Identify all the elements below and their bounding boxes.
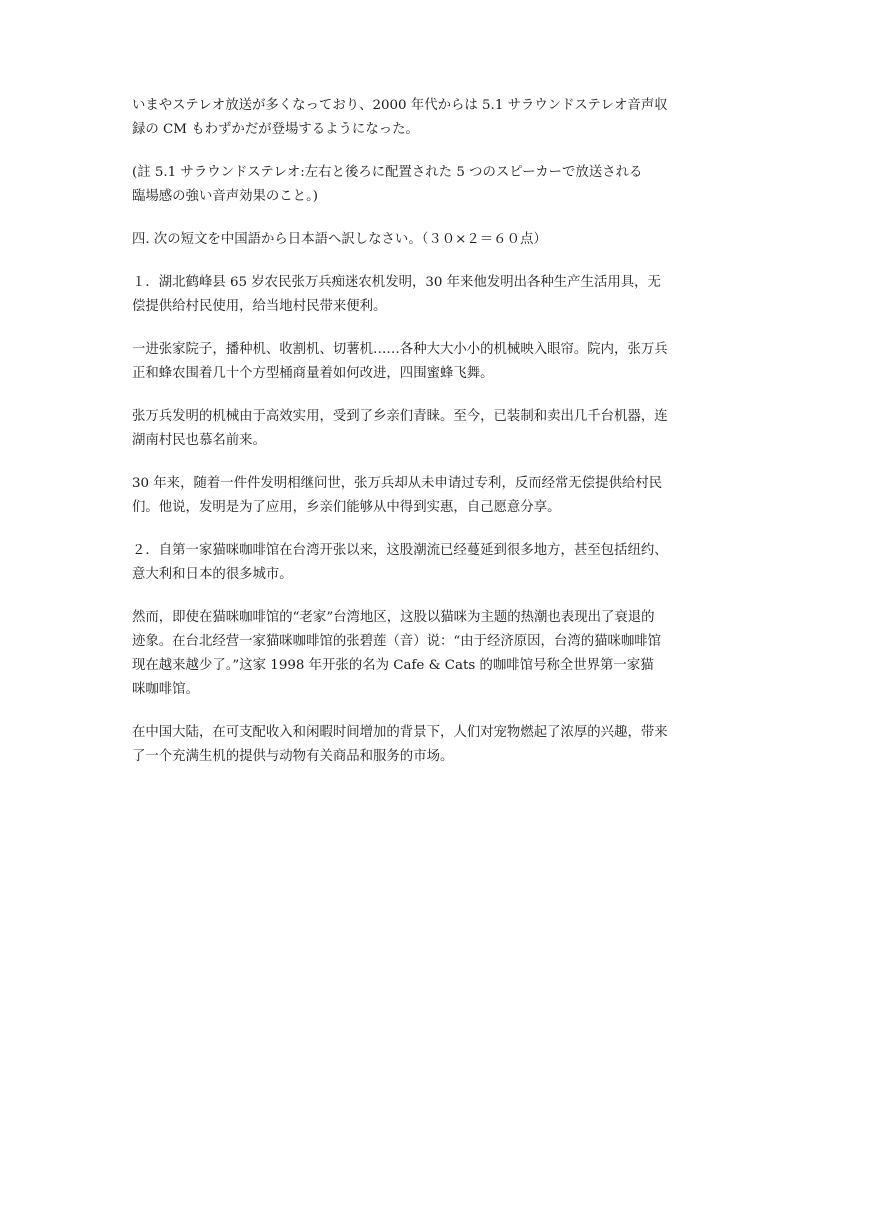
paragraph xyxy=(132,606,742,702)
text-line: 了一个充满生机的提供与动物有关商品和服务的市场。 xyxy=(132,749,454,764)
text-line: いまやステレオ放送が多くなっており、2000 年代からは 5.1 サラウンドステレオ音声収 xyxy=(132,98,668,113)
paragraph xyxy=(132,161,742,209)
paragraph xyxy=(132,405,742,453)
document-body xyxy=(132,94,742,788)
paragraph xyxy=(132,721,742,769)
text-line: 湖南村民也慕名前来。 xyxy=(132,433,266,448)
text-line: 正和蜂农围着几十个方型桶商量着如何改进，四围蜜蜂飞舞。 xyxy=(132,366,494,381)
text-line: ２．自第一家猫咪咖啡馆在台湾开张以来，这股潮流已经蔓延到很多地方，甚至包括纽约、 xyxy=(132,543,668,558)
text-line: (註 5.1 サラウンドステレオ:左右と後ろに配置された 5 つのスピーカーで放送される xyxy=(132,165,643,180)
text-line: １．湖北鹤峰县 65 岁农民张万兵痴迷农机发明，30 年来他发明出各种生产生活用具，无 xyxy=(132,275,661,290)
text-line: 臨場感の強い音声効果のこと。) xyxy=(132,189,318,204)
text-line: 咪咖啡馆。 xyxy=(132,682,199,697)
paragraph xyxy=(132,539,742,587)
text-line: 録の CM もわずかだが登場するようになった。 xyxy=(132,122,419,137)
paragraph xyxy=(132,271,742,319)
paragraph xyxy=(132,94,742,142)
text-line: 张万兵发明的机械由于高效实用，受到了乡亲们青睐。至今，已装制和卖出几千台机器，连 xyxy=(132,409,668,424)
text-line: 迹象。在台北经营一家猫咪咖啡馆的张碧莲（音）说：“由于经济原因，台湾的猫咪咖啡馆 xyxy=(132,634,662,649)
paragraph xyxy=(132,472,742,520)
text-line: 30 年来，随着一件件发明相继问世，张万兵却从未申请过专利，反而经常无偿提供给村民 xyxy=(132,476,663,491)
text-line: 然而，即使在猫咪咖啡馆的“老家”台湾地区，这股以猫咪为主题的热潮也表现出了衰退的 xyxy=(132,610,655,625)
text-line: 现在越来越少了。”这家 1998 年开张的名为 Cafe & Cats 的咖啡馆号称全世界第一家猫 xyxy=(132,658,654,673)
text-line: 四. 次の短文を中国語から日本語へ訳しなさい。（３０×２＝６０点） xyxy=(132,232,547,247)
text-line: 意大利和日本的很多城市。 xyxy=(132,567,293,582)
paragraph xyxy=(132,228,742,252)
text-line: 在中国大陆，在可支配收入和闲暇时间增加的背景下，人们对宠物燃起了浓厚的兴趣，带来 xyxy=(132,725,668,740)
paragraph xyxy=(132,338,742,386)
text-line: 偿提供给村民使用，给当地村民带来便利。 xyxy=(132,299,387,314)
text-line: 一进张家院子，播种机、收割机、切薯机……各种大大小小的机械映入眼帘。院内，张万兵 xyxy=(132,342,668,357)
text-line: 们。他说，发明是为了应用，乡亲们能够从中得到实惠，自己愿意分享。 xyxy=(132,500,561,515)
